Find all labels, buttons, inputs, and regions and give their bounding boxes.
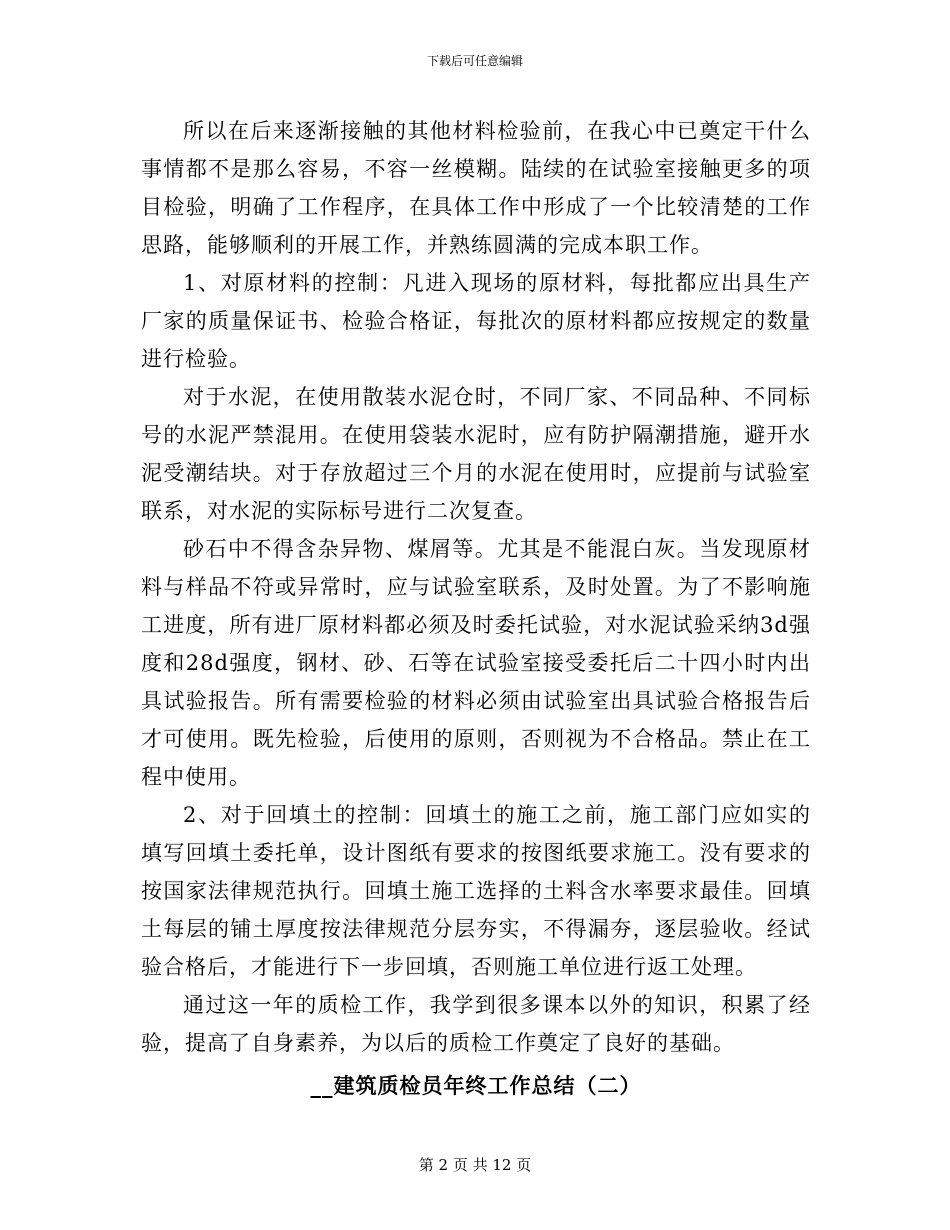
paragraph-1: 所以在后来逐渐接触的其他材料检验前，在我心中已奠定干什么事情都不是那么容易，不容一丝模糊。陆续的在试验室接触更多的项目检验，明确了工作程序，在具体工作中形成了一个比较清楚的工作思路，能够顺利的开展工作，并熟练圆满的完成本职工作。: [141, 119, 811, 257]
paragraph-5: 2、对于回填土的控制：回填土的施工之前，施工部门应如实的填写回填土委托单，设计图纸有要求的按图纸要求施工。没有要求的按国家法律规范执行。回填土施工选择的土料含水率要求最佳。回填土每层的铺土厚度按法律规范分层夯实，不得漏夯，逐层验收。经试验合格后，才能进行下一步回填，否则施工单位进行返工处理。: [141, 803, 811, 979]
page-number: 第 2 页 共 12 页: [418, 1156, 532, 1174]
header-note: 下载后可任意编辑: [426, 54, 523, 68]
paragraph-3: 对于水泥，在使用散装水泥仓时，不同厂家、不同品种、不同标号的水泥严禁混用。在使用袋装水泥时，应有防护隔潮措施，避开水泥受潮结块。对于存放超过三个月的水泥在使用时，应提前与试验室联系，对水泥的实际标号进行二次复查。: [141, 385, 811, 523]
paragraph-2: 1、对原材料的控制：凡进入现场的原材料，每批都应出具生产厂家的质量保证书、检验合格证，每批次的原材料都应按规定的数量进行检验。: [141, 271, 811, 371]
section-title: __建筑质检员年终工作总结（二）: [310, 1074, 642, 1098]
paragraph-6: 通过这一年的质检工作，我学到很多课本以外的知识，积累了经验，提高了自身素养，为以后的质检工作奠定了良好的基础。: [141, 993, 811, 1055]
document-body: [141, 112, 811, 1106]
paragraph-4: 砂石中不得含杂异物、煤屑等。尤其是不能混白灰。当发现原材料与样品不符或异常时，应与试验室联系，及时处置。为了不影响施工进度，所有进厂原材料都必须及时委托试验，对水泥试验采纳3d强度和28d强度，钢材、砂、石等在试验室接受委托后二十四小时内出具试验报告。所有需要检验的材料必须由试验室出具试验合格报告后才可使用。既先检验，后使用的原则，否则视为不合格品。禁止在工程中使用。: [141, 537, 811, 789]
